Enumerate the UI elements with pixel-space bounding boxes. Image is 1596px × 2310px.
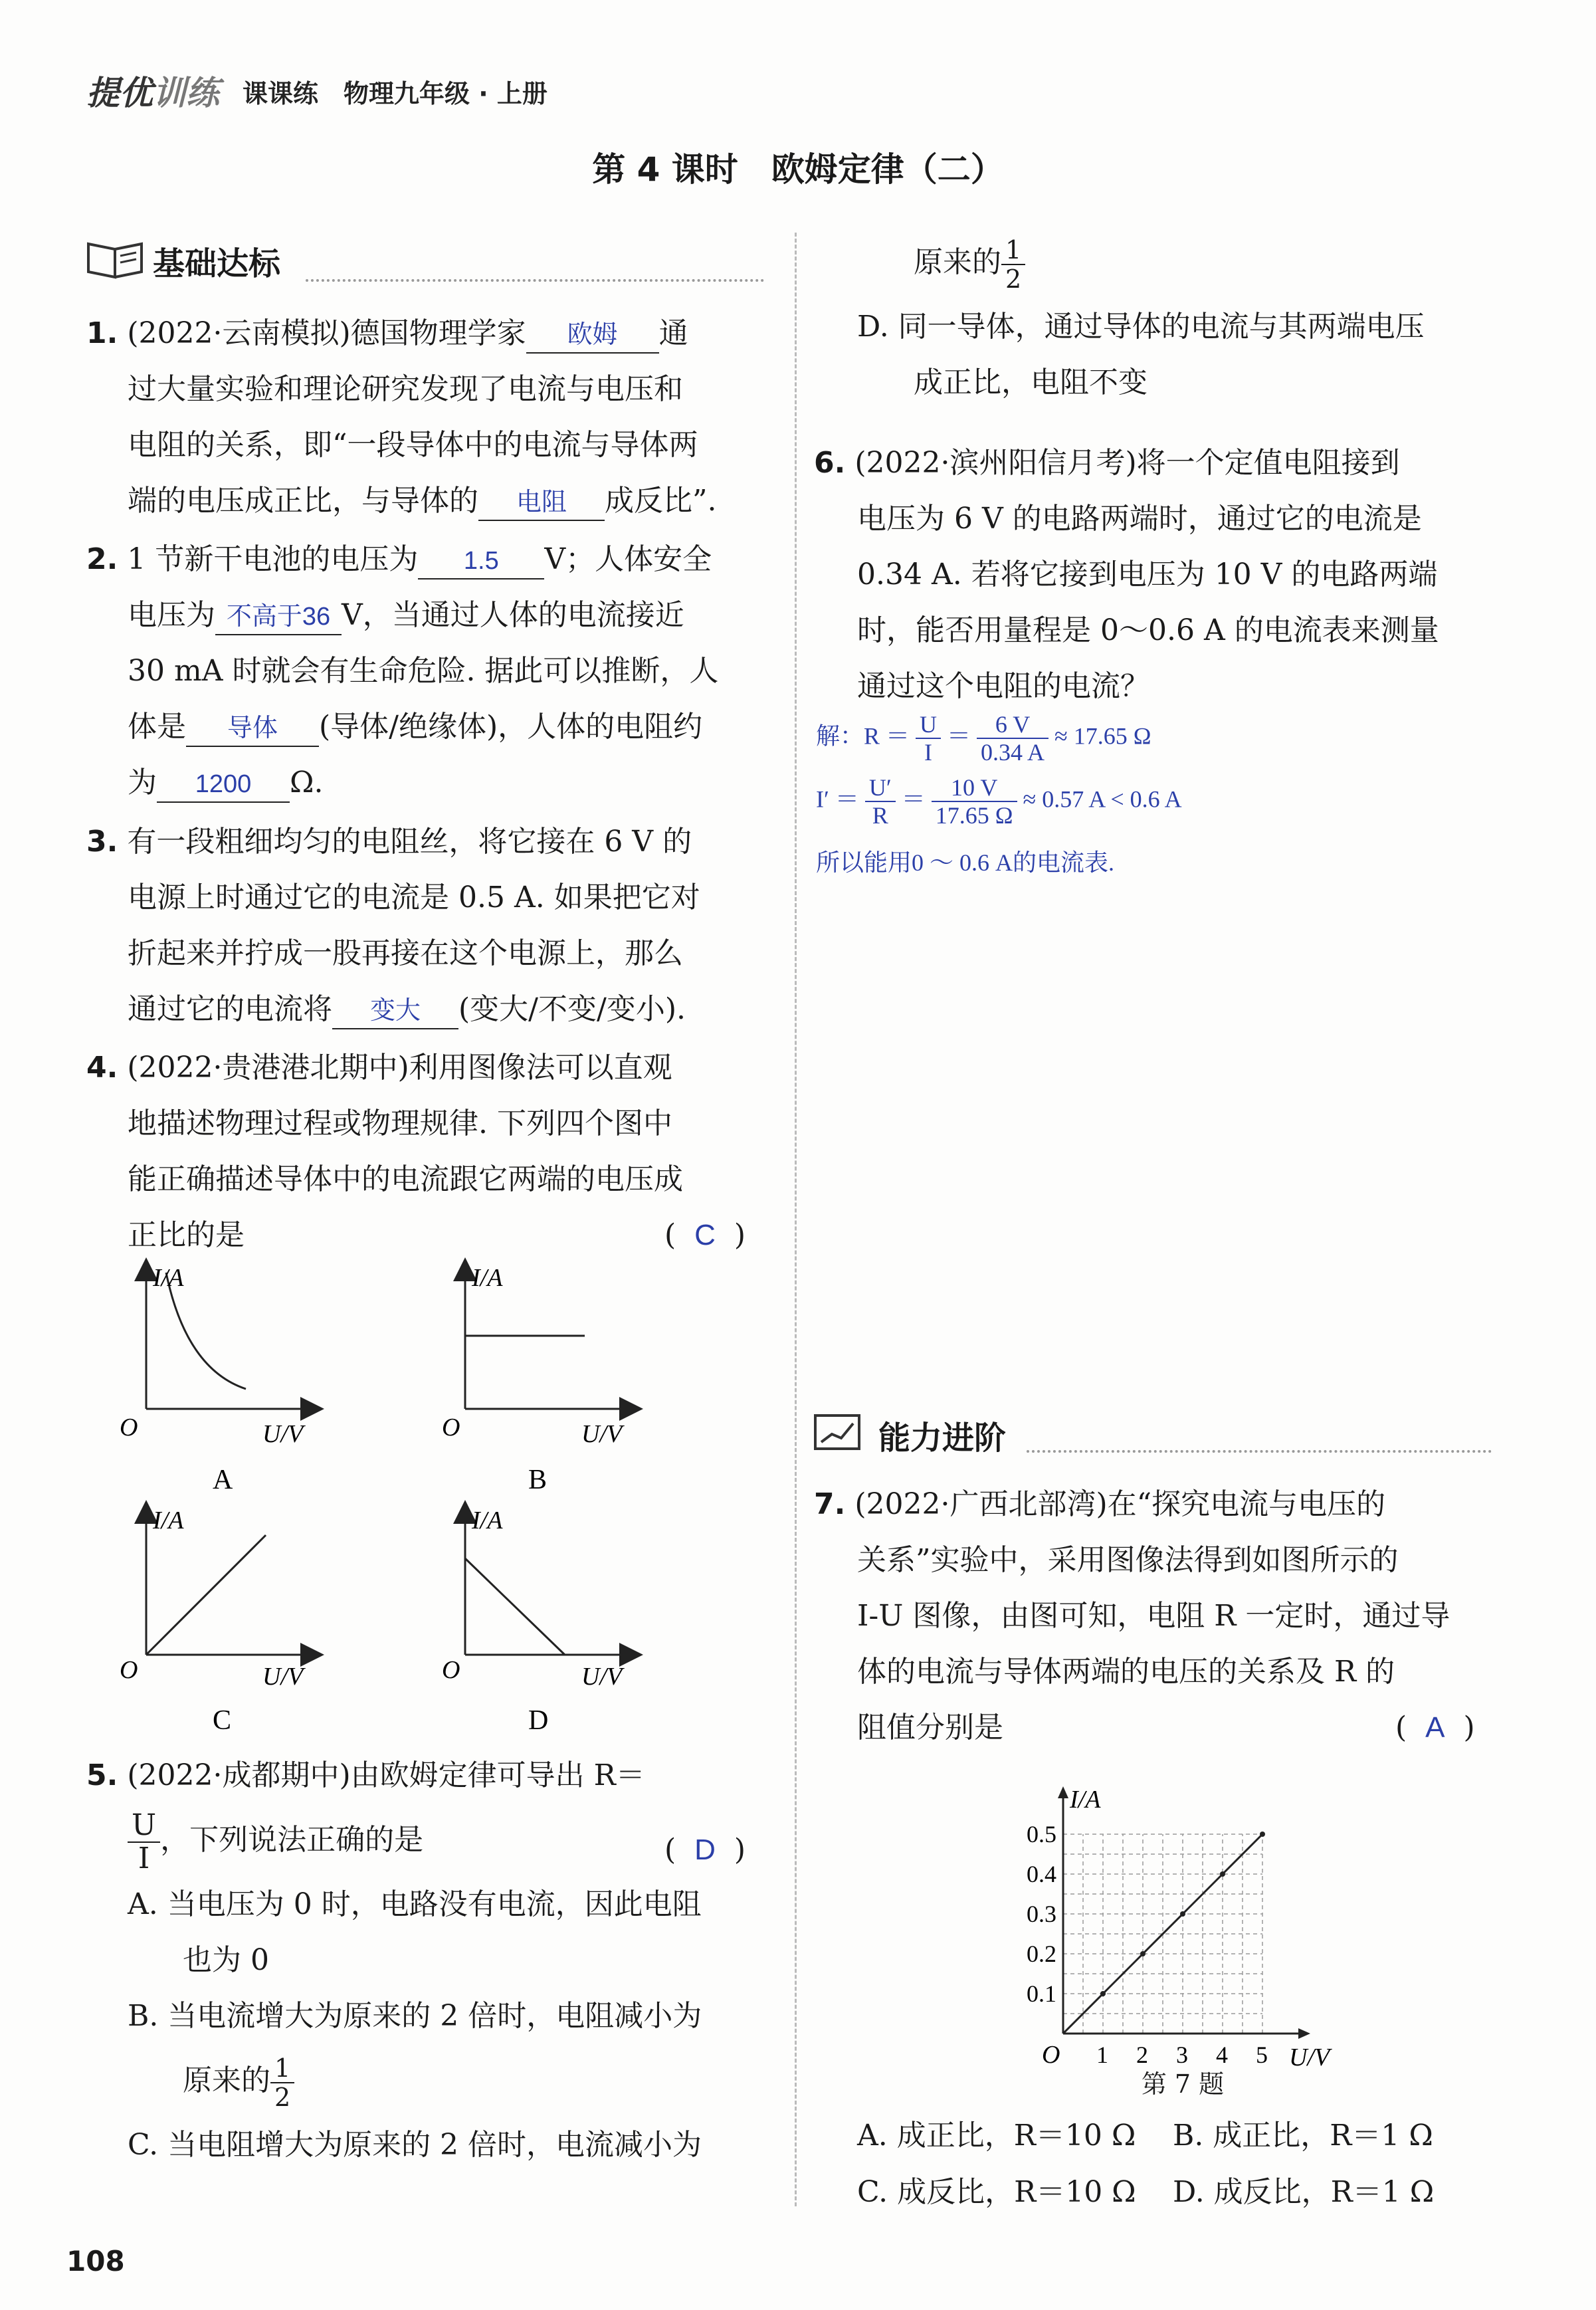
answer-blank: 不高于36 bbox=[215, 599, 342, 635]
frac-bottom: I bbox=[138, 1841, 150, 1875]
question-2 bbox=[86, 532, 777, 811]
solution-line-1 bbox=[816, 711, 1151, 766]
series-name: 课课练 bbox=[243, 79, 319, 108]
axis-label-x: U/V bbox=[581, 1663, 623, 1691]
line-proportional bbox=[146, 1535, 266, 1655]
paren: ( bbox=[664, 1218, 676, 1252]
frac-top: 1 bbox=[1001, 236, 1025, 265]
origin-label: O bbox=[120, 1656, 138, 1684]
question-6 bbox=[814, 435, 1532, 714]
q-number: 5. bbox=[86, 1758, 118, 1792]
x-tick-label: 2 bbox=[1136, 2042, 1148, 2068]
graph-b bbox=[442, 1264, 631, 1495]
y-tick-label: 0.5 bbox=[1027, 1821, 1056, 1847]
q-text: 地描述物理过程或物理规律. 下列四个图中 bbox=[128, 1106, 672, 1140]
x-tick-label: 1 bbox=[1096, 2042, 1108, 2068]
q7-iu-chart bbox=[997, 1768, 1369, 2113]
q-text: (2022·云南模拟)德国物理学家 bbox=[127, 316, 526, 350]
q-number: 2. bbox=[86, 542, 118, 576]
answer-blank: 1.5 bbox=[418, 544, 544, 579]
option-d-line1: D. 同一导体，通过导体的电流与其两端电压 bbox=[857, 310, 1425, 344]
axis-label-y: I/A bbox=[472, 1507, 503, 1534]
option-b-line2: 原来的 bbox=[183, 2063, 270, 2097]
sol-frac bbox=[977, 711, 1048, 766]
frac-bottom: 2 bbox=[274, 2082, 291, 2112]
answer-bracket bbox=[664, 1822, 746, 1878]
frac-top: 1 bbox=[270, 2054, 294, 2083]
x-axis-arrow bbox=[1298, 2028, 1310, 2039]
q-text: (变大/不变/变小). bbox=[458, 992, 686, 1026]
option-a-line1: A. 当电压为 0 时，电路没有电流，因此电阻 bbox=[128, 1887, 702, 1921]
q-text: 电压为 6 V 的电路两端时，通过它的电流是 bbox=[857, 502, 1422, 536]
line-decreasing bbox=[465, 1558, 565, 1655]
q-text: 体是 bbox=[128, 710, 186, 744]
sol-frac bbox=[932, 774, 1017, 829]
q-number: 4. bbox=[86, 1051, 118, 1085]
graph-label-c: C bbox=[213, 1705, 232, 1734]
data-point bbox=[1140, 1951, 1146, 1956]
book-header bbox=[243, 73, 548, 110]
sol-text: ＝ bbox=[947, 722, 971, 750]
sol-text: 解：R ＝ bbox=[816, 722, 910, 750]
paren: ( bbox=[1395, 1711, 1407, 1744]
q-text: (2022·广西北部湾)在“探究电流与电压的 bbox=[854, 1487, 1386, 1521]
frac-top: 10 V bbox=[932, 774, 1017, 802]
book-name: 物理九年级 · 上册 bbox=[344, 79, 548, 108]
frac-bottom: 17.65 Ω bbox=[935, 802, 1013, 829]
option-c-line1: C. 当电阻增大为原来的 2 倍时，电流减小为 bbox=[128, 2128, 702, 2162]
q-text: 1 节新干电池的电压为 bbox=[127, 542, 419, 576]
section-basic: 基础达标 bbox=[153, 245, 281, 282]
data-point bbox=[1180, 1911, 1185, 1917]
q-text: 成反比”. bbox=[605, 484, 717, 518]
sol-frac bbox=[865, 774, 896, 829]
x-tick-label: 4 bbox=[1216, 2042, 1228, 2068]
axis-label-y: I/A bbox=[472, 1264, 503, 1292]
frac-bottom: 0.34 A bbox=[981, 739, 1045, 766]
q-text: 时，能否用量程是 0～0.6 A 的电流表来测量 bbox=[857, 613, 1439, 647]
q-text: (2022·成都期中)由欧姆定律可导出 R＝ bbox=[127, 1758, 645, 1792]
q-text: 过大量实验和理论研究发现了电流与电压和 bbox=[128, 372, 683, 406]
graph-label-b: B bbox=[528, 1465, 548, 1495]
brand-logo bbox=[86, 66, 219, 114]
q-text: 正比的是 bbox=[128, 1218, 245, 1252]
data-point bbox=[1220, 1871, 1225, 1877]
q-text: 有一段粗细均匀的电阻丝，将它接在 6 V 的 bbox=[127, 825, 692, 859]
graph-a bbox=[120, 1264, 312, 1495]
option-c: C. 成反比，R＝10 Ω bbox=[857, 2175, 1136, 2209]
q-text: (2022·滨州阳信月考)将一个定值电阻接到 bbox=[854, 446, 1400, 480]
q-text: I-U 图像，由图可知，电阻 R 一定时，通过导 bbox=[857, 1599, 1450, 1633]
graph-label-d: D bbox=[528, 1705, 549, 1734]
choice-answer: D bbox=[694, 1834, 716, 1866]
solution-line-3: 所以能用0 ～ 0.6 A的电流表. bbox=[816, 849, 1114, 876]
answer-blank: 1200 bbox=[157, 767, 290, 803]
q-text: 通过这个电阻的电流？ bbox=[857, 669, 1149, 703]
q-text: 30 mA 时就会有生命危险. 据此可以推断，人 bbox=[128, 654, 719, 688]
answer-bracket bbox=[1395, 1700, 1475, 1756]
y-axis-arrow bbox=[1058, 1786, 1068, 1798]
answer-blank: 电阻 bbox=[478, 485, 605, 521]
frac-top: U′ bbox=[865, 774, 896, 802]
q-text: 体的电流与导体两端的电压的关系及 R 的 bbox=[857, 1655, 1395, 1689]
q-number: 7. bbox=[814, 1487, 846, 1521]
q-text: 通 bbox=[658, 316, 688, 350]
frac-top: U bbox=[128, 1810, 160, 1843]
frac-top: U bbox=[916, 711, 941, 739]
column-divider bbox=[795, 233, 797, 2206]
frac-top: 6 V bbox=[977, 711, 1048, 739]
choice-answer: A bbox=[1425, 1711, 1445, 1744]
q-text: 关系”实验中，采用图像法得到如图所示的 bbox=[857, 1543, 1399, 1577]
option-a-line2: 也为 0 bbox=[183, 1943, 269, 1977]
q-text: 电阻的关系，即“一段导体中的电流与导体两 bbox=[128, 428, 698, 462]
axis-label-x: U/V bbox=[262, 1420, 304, 1448]
graph-label-a: A bbox=[213, 1465, 233, 1495]
section-divider bbox=[306, 279, 764, 282]
frac-bottom: I bbox=[924, 739, 933, 766]
x-tick-label: 5 bbox=[1256, 2042, 1268, 2068]
y-tick-label: 0.1 bbox=[1027, 1980, 1056, 2007]
q-text: Ω. bbox=[290, 766, 324, 799]
fraction-half bbox=[1001, 236, 1025, 293]
solution-line-2 bbox=[816, 774, 1182, 829]
question-3 bbox=[86, 814, 777, 1037]
axis-label-x: U/V bbox=[581, 1420, 623, 1448]
q-number: 6. bbox=[814, 446, 846, 480]
q4-graphs bbox=[113, 1256, 684, 1734]
axis-label-x: U/V bbox=[262, 1663, 304, 1691]
chart-series bbox=[1063, 1832, 1265, 2034]
chart-origin: O bbox=[1042, 2041, 1060, 2069]
q-text: 0.34 A. 若将它接到电压为 10 V 的电路两端 bbox=[857, 558, 1438, 591]
sol-text: ≈ 17.65 Ω bbox=[1054, 722, 1151, 750]
question-5-continued bbox=[857, 226, 1548, 411]
data-point bbox=[1100, 1991, 1106, 1996]
paren: ) bbox=[734, 1218, 746, 1252]
q-text: 能正确描述导体中的电流跟它两端的电压成 bbox=[128, 1162, 683, 1196]
answer-bracket bbox=[664, 1208, 746, 1263]
q-text: 端的电压成正比，与导体的 bbox=[128, 484, 478, 518]
option-d: D. 成反比，R＝1 Ω bbox=[1173, 2175, 1435, 2209]
q-text: (2022·贵港港北期中)利用图像法可以直观 bbox=[127, 1051, 672, 1085]
q-text: V；人体安全 bbox=[544, 542, 712, 576]
page-number: 108 bbox=[66, 2245, 125, 2277]
paren: ( bbox=[664, 1833, 676, 1867]
book-icon bbox=[83, 236, 150, 282]
chart-ylabel: I/A bbox=[1070, 1786, 1101, 1814]
q-text: 电源上时通过它的电流是 0.5 A. 如果把它对 bbox=[128, 881, 700, 914]
answer-blank: 变大 bbox=[332, 994, 458, 1029]
option-c-line2: 原来的 bbox=[914, 245, 1001, 279]
y-tick-label: 0.2 bbox=[1027, 1941, 1056, 1967]
brand-part-a: 提优 bbox=[86, 74, 153, 112]
frac-bottom: R bbox=[872, 802, 888, 829]
brand-part-b: 训练 bbox=[153, 74, 219, 112]
section-divider bbox=[1027, 1450, 1492, 1453]
graph-c bbox=[120, 1507, 312, 1734]
answer-blank: 导体 bbox=[186, 711, 319, 747]
sol-frac bbox=[916, 711, 941, 766]
page-title: 第 4 课时 欧姆定律（二） bbox=[592, 150, 1004, 189]
q-text: 通过它的电流将 bbox=[128, 992, 332, 1026]
chart-icon bbox=[812, 1408, 865, 1454]
axis-label-y: I/A bbox=[153, 1507, 184, 1534]
option-b: B. 成正比，R＝1 Ω bbox=[1173, 2119, 1433, 2152]
question-5 bbox=[86, 1748, 777, 2173]
frac-bottom: 2 bbox=[1005, 264, 1022, 294]
graph-d bbox=[442, 1507, 631, 1734]
q-text: ，下列说法正确的是 bbox=[160, 1823, 424, 1857]
option-a: A. 成正比，R＝10 Ω bbox=[857, 2119, 1136, 2152]
origin-label: O bbox=[442, 1414, 460, 1441]
origin-label: O bbox=[120, 1414, 138, 1441]
q-text: V，当通过人体的电流接近 bbox=[342, 598, 684, 632]
figure-caption: 第 7 题 bbox=[1141, 2069, 1225, 2099]
section-advanced: 能力进阶 bbox=[878, 1419, 1007, 1457]
origin-label: O bbox=[442, 1656, 460, 1684]
y-tick-label: 0.4 bbox=[1027, 1861, 1056, 1887]
q-text: 折起来并拧成一股再接在这个电源上，那么 bbox=[128, 936, 683, 970]
answer-blank: 欧姆 bbox=[526, 318, 659, 354]
q-text: 为 bbox=[128, 766, 157, 799]
x-tick-label: 3 bbox=[1176, 2042, 1188, 2068]
sol-text: ≈ 0.57 A < 0.6 A bbox=[1023, 786, 1182, 813]
q-number: 1. bbox=[86, 316, 118, 350]
paren: ) bbox=[734, 1833, 746, 1867]
option-d-line2: 成正比，电阻不变 bbox=[914, 366, 1147, 399]
q-text: (导体/绝缘体)，人体的电阻约 bbox=[319, 710, 703, 744]
axis-label-y: I/A bbox=[153, 1264, 184, 1292]
sol-text: ＝ bbox=[901, 786, 926, 813]
question-1 bbox=[86, 306, 777, 529]
choice-answer: C bbox=[694, 1219, 716, 1251]
formula-u-over-i bbox=[128, 1810, 160, 1875]
fraction-half bbox=[270, 2054, 294, 2111]
q-text: 电压为 bbox=[128, 598, 215, 632]
paren: ) bbox=[1463, 1711, 1475, 1744]
option-b-line1: B. 当电流增大为原来的 2 倍时，电阻减小为 bbox=[128, 1999, 702, 2033]
chart-xlabel: U/V bbox=[1289, 2044, 1330, 2071]
data-point bbox=[1260, 1832, 1265, 1837]
y-tick-label: 0.3 bbox=[1027, 1901, 1056, 1927]
sol-text: I′ ＝ bbox=[816, 786, 859, 813]
q-text: 阻值分别是 bbox=[857, 1711, 1003, 1744]
q-number: 3. bbox=[86, 825, 118, 859]
